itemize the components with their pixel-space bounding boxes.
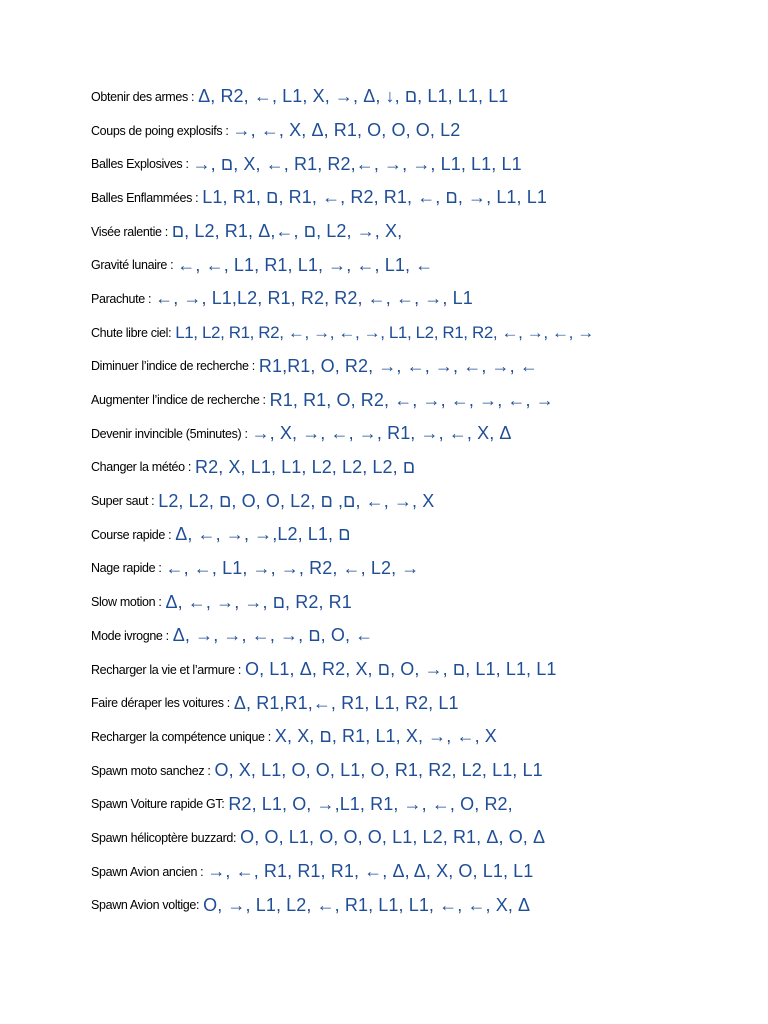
- cheat-row: [91, 585, 751, 619]
- cheat-code-list: [91, 80, 751, 922]
- cheat-code: R1,R1, O, R2, →, ←, →, ←, →, ←: [258, 355, 538, 376]
- cheat-row: [91, 653, 751, 687]
- cheat-code: →, ם, X, ←, R1, R2,←, →, →, L1, L1, L1: [192, 153, 522, 174]
- cheat-code: ←, →, L1,L2, R1, R2, R2, ←, ←, →, L1: [155, 288, 473, 309]
- cheat-label: Spawn Avion voltige:: [91, 898, 200, 913]
- cheat-code: ←, ←, L1, R1, L1, →, ←, L1, ←: [177, 254, 434, 275]
- cheat-row: [91, 889, 751, 923]
- cheat-label: Augmenter l’indice de recherche :: [91, 393, 266, 408]
- cheat-code: Δ, R1,R1,←, R1, L1, R2, L1: [233, 692, 459, 713]
- cheat-row: [91, 754, 751, 788]
- cheat-code: O, X, L1, O, O, L1, O, R1, R2, L2, L1, L1: [214, 760, 543, 781]
- cheat-row: [91, 383, 751, 417]
- cheat-row: [91, 147, 751, 181]
- cheat-row: [91, 417, 751, 451]
- cheat-label: Faire déraper les voitures :: [91, 696, 230, 711]
- cheat-label: Spawn hélicoptère buzzard:: [91, 830, 237, 845]
- cheat-code: ם, L2, R1, Δ,←, ם, L2, →, X,: [171, 221, 403, 242]
- cheat-row: [91, 282, 751, 316]
- cheat-row: [91, 855, 751, 889]
- cheat-row: [91, 720, 751, 754]
- cheat-code: R2, X, L1, L1, L2, L2, L2, ם: [195, 456, 416, 477]
- cheat-row: [91, 80, 751, 114]
- cheat-code: →, X, →, ←, →, R1, →, ←, X, Δ: [251, 423, 512, 444]
- cheat-row: [91, 316, 751, 350]
- cheat-label: Parachute :: [91, 291, 152, 306]
- cheat-label: Visée ralentie :: [91, 224, 168, 239]
- cheat-code: R1, R1, O, R2, ←, →, ←, →, ←, →: [269, 389, 554, 410]
- cheat-code: Δ, ←, →, →,L2, L1, ם: [175, 524, 351, 545]
- cheat-label: Balles Enflammées :: [91, 190, 199, 205]
- cheat-row: [91, 552, 751, 586]
- cheat-label: Course rapide :: [91, 527, 172, 542]
- cheat-code: L2, L2, ם, O, O, L2, ם, ם, ←, →, X: [158, 490, 435, 511]
- cheat-label: Spawn moto sanchez :: [91, 763, 211, 778]
- cheat-code: L1, R1, ם, R1, ←, R2, R1, ←, ם, →, L1, L1: [202, 187, 547, 208]
- cheat-label: Obtenir des armes :: [91, 89, 195, 104]
- cheat-code: →, ←, X, Δ, R1, O, O, O, L2: [232, 120, 461, 141]
- cheat-row: [91, 518, 751, 552]
- cheat-label: Coups de poing explosifs :: [91, 123, 229, 138]
- cheat-row: [91, 181, 751, 215]
- cheat-label: Recharger la vie et l’armure :: [91, 662, 241, 677]
- cheat-code: Δ, R2, ←, L1, X, →, Δ, ↓, ם, L1, L1, L1: [198, 86, 509, 107]
- cheat-code: O, L1, Δ, R2, X, ם, O, →, ם, L1, L1, L1: [244, 659, 557, 680]
- cheat-label: Devenir invincible (5minutes) :: [91, 426, 248, 441]
- cheat-row: [91, 787, 751, 821]
- cheat-code: ←, ←, L1, →, →, R2, ←, L2, →: [165, 557, 420, 578]
- cheat-code: →, ←, R1, R1, R1, ←, Δ, Δ, X, O, L1, L1: [207, 861, 534, 882]
- cheat-label: Chute libre ciel:: [91, 325, 172, 340]
- cheat-label: Super saut :: [91, 494, 155, 509]
- cheat-label: Gravité lunaire :: [91, 258, 174, 273]
- cheat-row: [91, 821, 751, 855]
- cheat-row: [91, 350, 751, 384]
- cheat-code: Δ, →, →, ←, →, ם, O, ←: [172, 625, 374, 646]
- cheat-label: Balles Explosives :: [91, 157, 189, 172]
- cheat-row: [91, 484, 751, 518]
- cheat-code: O, →, L1, L2, ←, R1, L1, L1, ←, ←, X, Δ: [203, 894, 531, 915]
- cheat-row: [91, 114, 751, 148]
- cheat-label: Spawn Avion ancien :: [91, 864, 204, 879]
- cheat-label: Nage rapide :: [91, 561, 162, 576]
- cheat-code: Δ, ←, →, →, ם, R2, R1: [165, 591, 352, 612]
- cheat-label: Diminuer l’indice de recherche :: [91, 359, 255, 374]
- cheat-row: [91, 686, 751, 720]
- cheat-row: [91, 619, 751, 653]
- cheat-label: Recharger la compétence unique :: [91, 729, 271, 744]
- cheat-code: O, O, L1, O, O, O, L1, L2, R1, Δ, O, Δ: [240, 827, 546, 848]
- cheat-row: [91, 451, 751, 485]
- cheat-label: Changer la météo :: [91, 460, 192, 475]
- cheat-code: L1, L2, R1, R2, ←, →, ←, →, L1, L2, R1, R2, ←, →, ←, →: [175, 322, 594, 342]
- cheat-label: Slow motion :: [91, 595, 162, 610]
- cheat-row: [91, 215, 751, 249]
- cheat-label: Spawn Voiture rapide GT:: [91, 797, 225, 812]
- cheat-label: Mode ivrogne :: [91, 628, 169, 643]
- cheat-row: [91, 248, 751, 282]
- cheat-code: R2, L1, O, →,L1, R1, →, ←, O, R2,: [228, 793, 513, 814]
- cheat-code: X, X, ם, R1, L1, X, →, ←, X: [274, 726, 497, 747]
